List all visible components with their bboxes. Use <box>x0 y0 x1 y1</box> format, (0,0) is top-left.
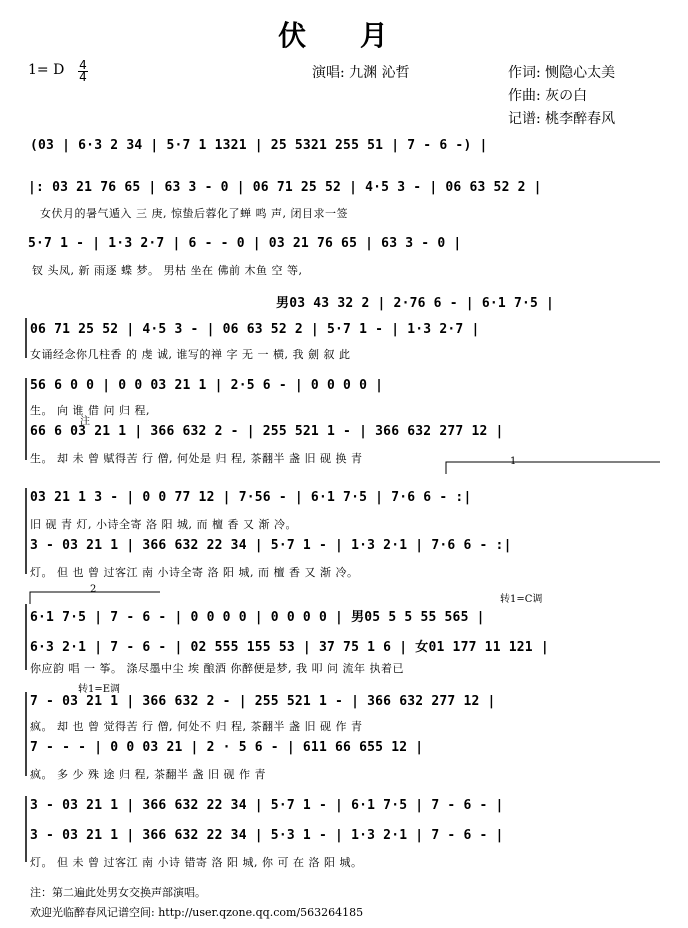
score-line-5b: 3 - 03 21 1 | 366 632 22 34 | 5·7 1 - | 1·3 2·1 | 7·6 6 - :| <box>30 538 512 553</box>
footer-welcome: 欢迎光临醉春风记谱空间: http://user.qzone.qq.com/563264185 <box>30 906 364 919</box>
intro-line: (03 | 6·3 2 34 | 5·7 1 1321 | 25 5321 255 51 | 7 - 6 -) | <box>30 138 488 153</box>
score-line-3a: 男03 43 32 2 | 2·76 6 - | 6·1 7·5 | <box>276 296 555 311</box>
score-line-1: |: 03 21 76 65 | 63 3 - 0 | 06 71 25 52 | 4·5 3 - | 06 63 52 2 | <box>28 180 542 195</box>
lyric-line-5b: 灯。 但 也 曾 过客江 南 小诗全寄 洛 阳 城, 而 檀 香 又 渐 冷。 <box>30 566 359 579</box>
time-top: 4 <box>79 58 87 72</box>
score-line-3b: 06 71 25 52 | 4·5 3 - | 06 63 52 2 | 5·7 1 - | 1·3 2·7 | <box>30 322 480 337</box>
lyric-line-8: 灯。 但 未 曾 过客江 南 小诗 错寄 洛 阳 城, 你 可 在 洛 阳 城。 <box>30 856 363 869</box>
composer: 作曲: 灰の白 <box>508 88 588 104</box>
lyric-line-4b: 生。 却 未 曾 赋得苦 行 僧, 何处是 归 程, 茶翻半 盏 旧 砚 换 青 <box>30 452 363 465</box>
modulation-e: 转1=E调 <box>78 684 121 695</box>
modulation-c: 转1=C调 <box>500 594 543 605</box>
lyric-line-7b: 疯。 多 少 殊 途 归 程, 茶翻半 盏 旧 砚 作 青 <box>30 768 266 781</box>
volta-1-line <box>446 462 660 474</box>
volta-2-line <box>30 592 160 604</box>
score-line-4a: 56 6 0 0 | 0 0 03 21 1 | 2·5 6 - | 0 0 0 0 | <box>30 378 384 393</box>
score-line-6b: 6·3 2·1 | 7 - 6 - | 02 555 155 53 | 37 75 1 6 | 女01 177 11 121 | <box>30 640 549 655</box>
footer-note: 注：第二遍此处男女交换声部演唱。 <box>30 886 206 899</box>
volta-2: 2 <box>90 584 97 595</box>
song-title: 伏 月 <box>278 19 410 52</box>
score-line-7b: 7 - - - | 0 0 03 21 | 2 · 5 6 - | 611 66 655 12 | <box>30 740 424 755</box>
singers: 演唱: 九渊 沁哲 <box>312 65 410 81</box>
score-line-7a: 7 - 03 21 1 | 366 632 2 - | 255 521 1 - | 366 632 277 12 | <box>30 694 496 709</box>
key-signature: 1= D <box>28 62 65 78</box>
score-line-8a: 3 - 03 21 1 | 366 632 22 34 | 5·7 1 - | 6·1 7·5 | 7 - 6 - | <box>30 798 504 813</box>
lyric-line-4a: 生。 向 谁 借 问 归 程, <box>30 404 150 417</box>
score-line-5a: 03 21 1 3 - | 0 0 77 12 | 7·56 - | 6·1 7·5 | 7·6 6 - :| <box>30 490 472 505</box>
lyricist: 作词: 恻隐心太美 <box>508 65 616 81</box>
transcriber: 记谱: 桃李醉春风 <box>508 111 616 127</box>
annotation-mark: 注 <box>80 416 90 427</box>
score-line-4b: 66 6 03 21 1 | 366 632 2 - | 255 521 1 - | 366 632 277 12 | <box>30 424 504 439</box>
score-line-2: 5·7 1 - | 1·3 2·7 | 6 - - 0 | 03 21 76 65 | 63 3 - 0 | <box>28 236 462 251</box>
score-line-6a: 6·1 7·5 | 7 - 6 - | 0 0 0 0 | 0 0 0 0 | 男05 5 5 55 565 | <box>30 610 485 625</box>
volta-1: 1 <box>510 456 517 467</box>
lyric-line-7a: 疯。 却 也 曾 觉得苦 行 僧, 何处不 归 程, 茶翻半 盏 旧 砚 作 青 <box>30 720 363 733</box>
lyric-line-2: 钗 头凤, 新 雨逐 蝶 梦。 男枯 坐在 佛前 木鱼 空 等, <box>32 264 303 277</box>
lyric-line-5a: 旧 砚 青 灯, 小诗全寄 洛 阳 城, 而 檀 香 又 渐 冷。 <box>30 518 297 531</box>
lyric-line-3: 女诵经念你几柱香 的 虔 诚, 谁写的禅 字 无 一 横, 我 劍 叙 此 <box>30 348 351 361</box>
score-line-8b: 3 - 03 21 1 | 366 632 22 34 | 5·3 1 - | 1·3 2·1 | 7 - 6 - | <box>30 828 504 843</box>
time-bottom: 4 <box>79 70 87 84</box>
lyric-line-1: 女伏月的暑气遁入 三 庚, 惊蛰后蓉化了蝉 鸣 声, 闭目求一签 <box>40 207 348 220</box>
lyric-line-6: 你应韵 唱 一 筝。 涤尽墨中尘 埃 酿酒 你醉便是梦, 我 叩 问 流年 执着已 <box>30 662 404 675</box>
